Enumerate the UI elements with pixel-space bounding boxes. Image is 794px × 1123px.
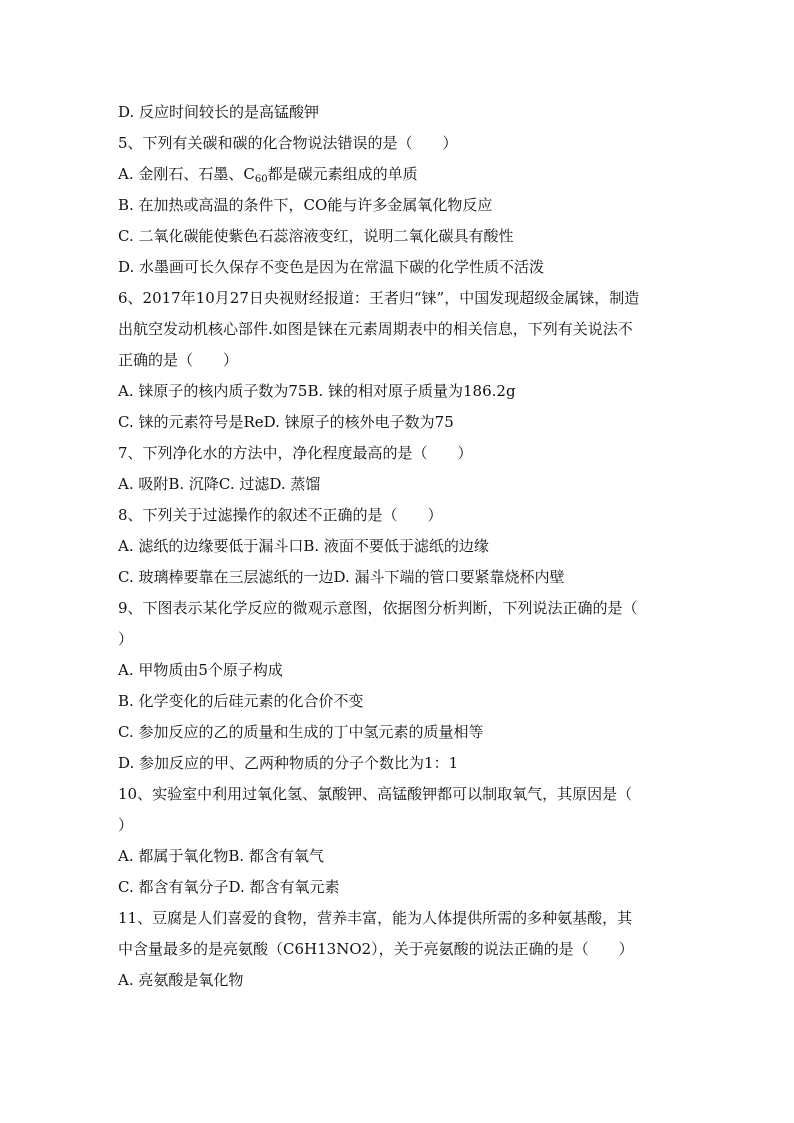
question-10: 10、实验室中利用过氧化氢、氯酸钾、高锰酸钾都可以制取氧气，其原因是（ xyxy=(118,785,633,803)
option-8cd: C. 玻璃棒要靠在三层滤纸的一边D. 漏斗下端的管口要紧靠烧杯内壁 xyxy=(118,568,565,586)
option-8ab: A. 滤纸的边缘要低于漏斗口B. 液面不要低于滤纸的边缘 xyxy=(118,537,489,555)
option-5d: D. 水墨画可长久保存不变色是因为在常温下碳的化学性质不活泼 xyxy=(118,258,545,276)
option-11a: A. 亮氨酸是氧化物 xyxy=(118,971,244,989)
question-8: 8、下列关于过滤操作的叙述不正确的是（ ） xyxy=(118,506,443,524)
option-10ab: A. 都属于氧化物B. 都含有氧气 xyxy=(118,847,324,865)
option-9c: C. 参加反应的乙的质量和生成的丁中氢元素的质量相等 xyxy=(118,723,484,741)
c60-subscript: 60 xyxy=(254,174,268,185)
question-text xyxy=(118,97,678,996)
option-5a-prefix: A. 金刚石、石墨、C xyxy=(118,165,255,183)
option-9d: D. 参加反应的甲、乙两种物质的分子个数比为1：1 xyxy=(118,754,459,772)
option-5c: C. 二氧化碳能使紫色石蕊溶液变红，说明二氧化碳具有酸性 xyxy=(118,227,514,245)
question-6-cont: 出航空发动机核心部件.如图是铼在元素周期表中的相关信息，下列有关说法不 xyxy=(118,320,633,338)
question-11: 11、豆腐是人们喜爱的食物，营养丰富，能为人体提供所需的多种氨基酸，其 xyxy=(118,909,633,927)
question-6-cont2: 正确的是（ ） xyxy=(118,351,239,369)
option-9b: B. 化学变化的后硅元素的化合价不变 xyxy=(118,692,364,710)
option-6ab: A. 铼原子的核内质子数为75B. 铼的相对原子质量为186.2g xyxy=(118,382,516,400)
text-line: D. 反应时间较长的是高锰酸钾 xyxy=(118,103,320,121)
question-9-cont: ） xyxy=(118,630,134,648)
question-7: 7、下列净化水的方法中，净化程度最高的是（ ） xyxy=(118,444,473,462)
question-9: 9、下图表示某化学反应的微观示意图，依据图分析判断，下列说法正确的是（ xyxy=(118,599,638,617)
option-10cd: C. 都含有氧分子D. 都含有氧元素 xyxy=(118,878,340,896)
question-11-cont: 中含量最多的是亮氨酸（C6H13NO2），关于亮氨酸的说法正确的是（ ） xyxy=(118,940,634,958)
option-6cd: C. 铼的元素符号是ReD. 铼原子的核外电子数为75 xyxy=(118,413,454,431)
question-10-cont: ） xyxy=(118,816,134,834)
question-5: 5、下列有关碳和碳的化合物说法错误的是（ ） xyxy=(118,134,458,152)
option-5a xyxy=(118,159,678,190)
question-6: 6、2017年10月27日央视财经报道：王者归“铼”，中国发现超级金属铼，制造 xyxy=(118,289,640,307)
option-7: A. 吸附B. 沉降C. 过滤D. 蒸馏 xyxy=(118,475,321,493)
option-9a: A. 甲物质由5个原子构成 xyxy=(118,661,283,679)
option-5b: B. 在加热或高温的条件下，CO能与许多金属氧化物反应 xyxy=(118,196,493,214)
option-5a-suffix: 都是碳元素组成的单质 xyxy=(267,165,418,183)
